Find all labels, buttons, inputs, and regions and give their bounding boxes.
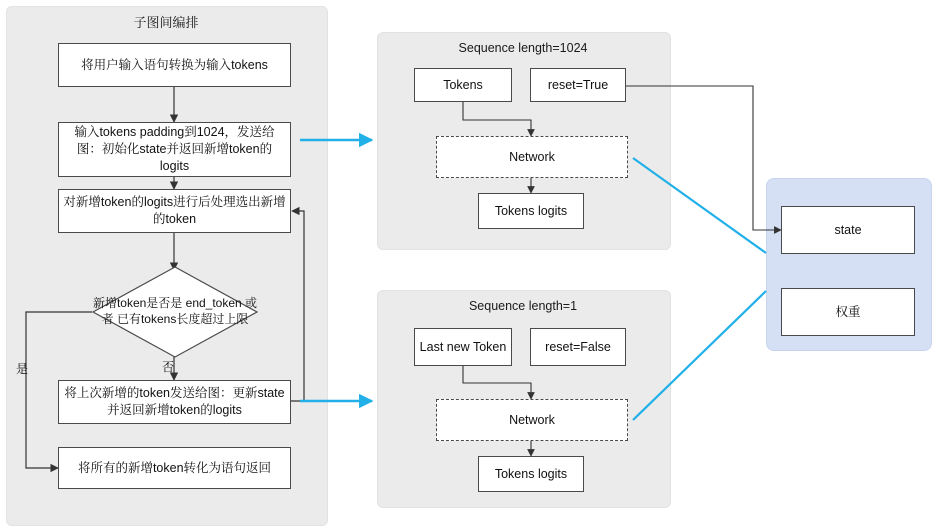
top-tokens-logits-node[interactable]: Tokens logits [478, 193, 584, 229]
edge-label-yes: 是 [16, 362, 29, 376]
flow-decision-label: 新增token是否是 end_token 或者 已有tokens长度超过上限 [92, 296, 258, 326]
panel-sequence-1-title: Sequence length=1 [468, 299, 578, 313]
top-network-node[interactable]: Network [436, 136, 628, 178]
flow-node-3[interactable]: 对新增token的logits进行后处理选出新增的token [58, 189, 291, 233]
top-tokens-node[interactable]: Tokens [414, 68, 512, 102]
flow-node-1[interactable]: 将用户输入语句转换为输入tokens [58, 43, 291, 87]
flow-node-2[interactable]: 输入tokens padding到1024，发送给图：初始化state并返回新增token的logits [58, 122, 291, 177]
bottom-reset-false-node[interactable]: reset=False [530, 328, 626, 366]
flow-node-6[interactable]: 将所有的新增token转化为语句返回 [58, 447, 291, 489]
state-node[interactable]: state [781, 206, 915, 254]
flow-decision-node[interactable] [92, 266, 258, 358]
bottom-last-new-token-node[interactable]: Last new Token [414, 328, 512, 366]
weights-node[interactable]: 权重 [781, 288, 915, 336]
bottom-tokens-logits-node[interactable]: Tokens logits [478, 456, 584, 492]
panel-sequence-1024-title: Sequence length=1024 [458, 41, 588, 55]
edge-label-no: 否 [162, 360, 175, 374]
bottom-network-node[interactable]: Network [436, 399, 628, 441]
top-reset-true-node[interactable]: reset=True [530, 68, 626, 102]
left-panel-title: 子图间编排 [133, 15, 199, 30]
flow-node-5[interactable]: 将上次新增的token发送给图：更新state并返回新增token的logits [58, 380, 291, 424]
